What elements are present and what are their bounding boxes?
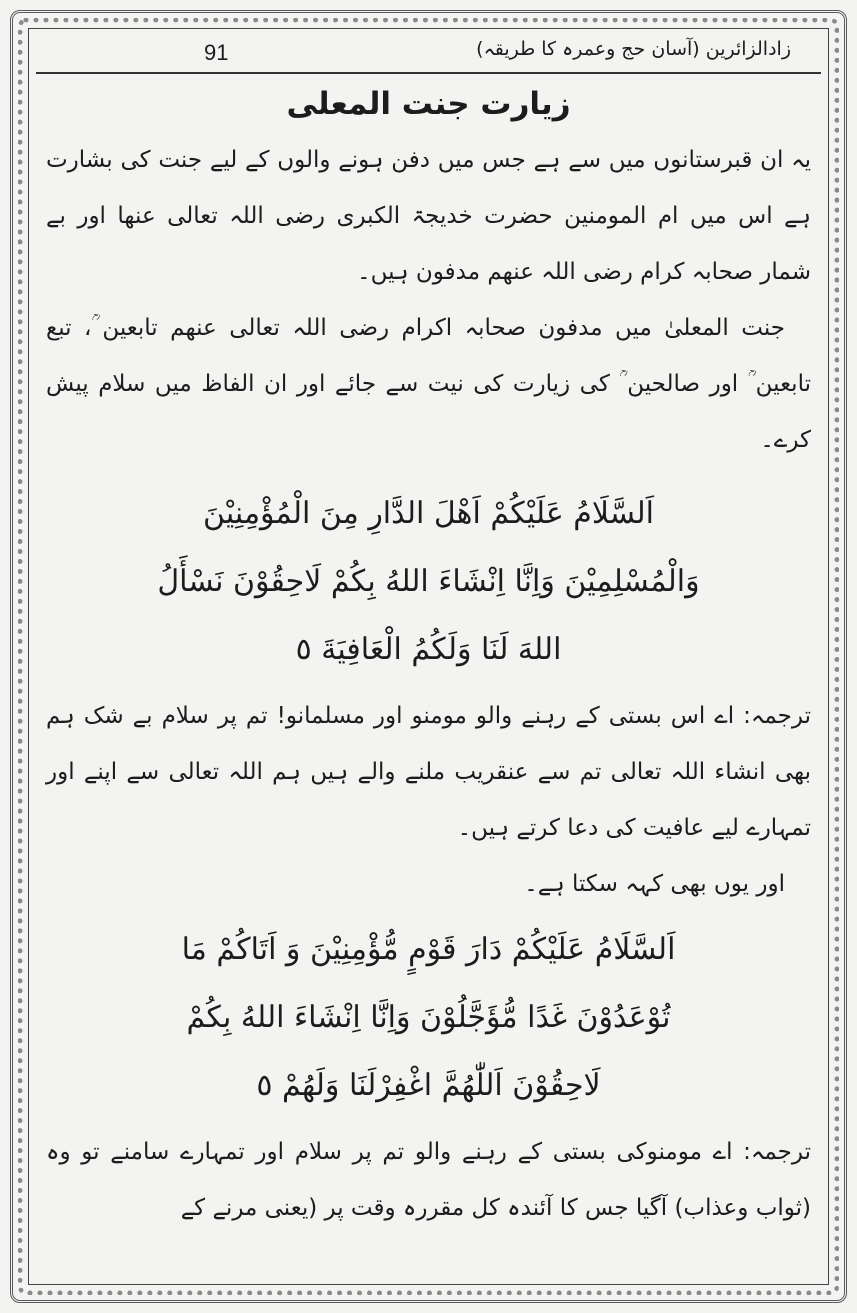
text-line: پیش کرے۔ <box>46 371 811 453</box>
dua-line: اَلسَّلَامُ عَلَیْکُمْ دَارَ قَوْمٍ مُّؤْمِنِیْنَ وَ اَتَاکُمْ مَا <box>181 932 676 967</box>
dua-line: اللهَ لَنَا وَلَکُمُ الْعَافِیَةَ ٥ <box>295 632 562 667</box>
page-number: 91 <box>204 40 229 65</box>
dua-line: اَلسَّلَامُ عَلَیْکُمْ اَهْلَ الدَّارِ مِنَ الْمُؤْمِنِیْنَ <box>203 496 654 531</box>
text-line: ترجمہ: اے مومنوکی بستی کے رہنے والو تم پر سلام اور تمہارے سامنے تو وہ <box>46 1139 811 1165</box>
text-line: (ثواب وعذاب) آگیا جس کا آئندہ کل مقررہ وقت پر (یعنی مرنے کے <box>180 1195 811 1221</box>
intro-paragraph <box>46 132 811 300</box>
second-paragraph <box>46 300 811 468</box>
text-line: جنت المعلیٰ میں مدفون صحابہ اکرام رضی اللہ تعالی عنھم تابعین ؒ، تبع <box>46 315 785 341</box>
page-content <box>36 36 821 1276</box>
dua-block-1 <box>36 480 821 684</box>
text-line: جنت کی بشارت ہے اس میں ام المومنین حضرت خدیجۃ الکبری رضی اللہ تعالی <box>46 147 811 229</box>
text-line: عنھا اور بے شمار صحابہ کرام رضی اللہ عنھم مدفون ہیں۔ <box>46 203 811 285</box>
dua-line: وَالْمُسْلِمِیْنَ وَاِنَّا اِنْشَاءَ اللهُ بِکُمْ لَاحِقُوْنَ نَسْأَلُ <box>157 564 700 599</box>
dua-block-2 <box>36 916 821 1120</box>
text-line: یہ ان قبرستانوں میں سے ہے جس میں دفن ہونے والوں کے لیے <box>209 147 812 173</box>
text-line: شک ہم بھی انشاء اللہ تعالی تم سے عنقریب ملنے والے ہیں ہم اللہ تعالی سے <box>46 703 812 785</box>
translation-2 <box>46 1124 811 1236</box>
dua-line: تُوْعَدُوْنَ غَدًا مُّؤَجَّلُوْنَ وَاِنَّا اِنْشَاءَ اللهُ بِکُمْ <box>186 1000 671 1035</box>
alternative-intro: اور یوں بھی کہہ سکتا ہے۔ <box>524 871 785 897</box>
running-title: زادالزائرین (آسان حج وعمرہ کا طریقہ) <box>476 38 791 60</box>
text-line: ترجمہ: اے اس بستی کے رہنے والو مومنو اور مسلمانو! تم پر سلام بے <box>132 703 811 729</box>
dua-line: لَاحِقُوْنَ اَللّٰهُمَّ اغْفِرْلَنَا وَلَهُمْ ٥ <box>256 1068 601 1103</box>
translation-1 <box>46 688 811 856</box>
text-line: تابعین ؒ اور صالحین ؒ کی زیارت کی نیت سے جائے اور ان الفاظ میں سلام <box>98 371 811 397</box>
section-title: زیارت جنت المعلی <box>286 86 571 122</box>
page-header <box>36 36 821 74</box>
text-line: اپنے اور تمہارے لیے عافیت کی دعا کرتے ہیں۔ <box>46 759 811 841</box>
